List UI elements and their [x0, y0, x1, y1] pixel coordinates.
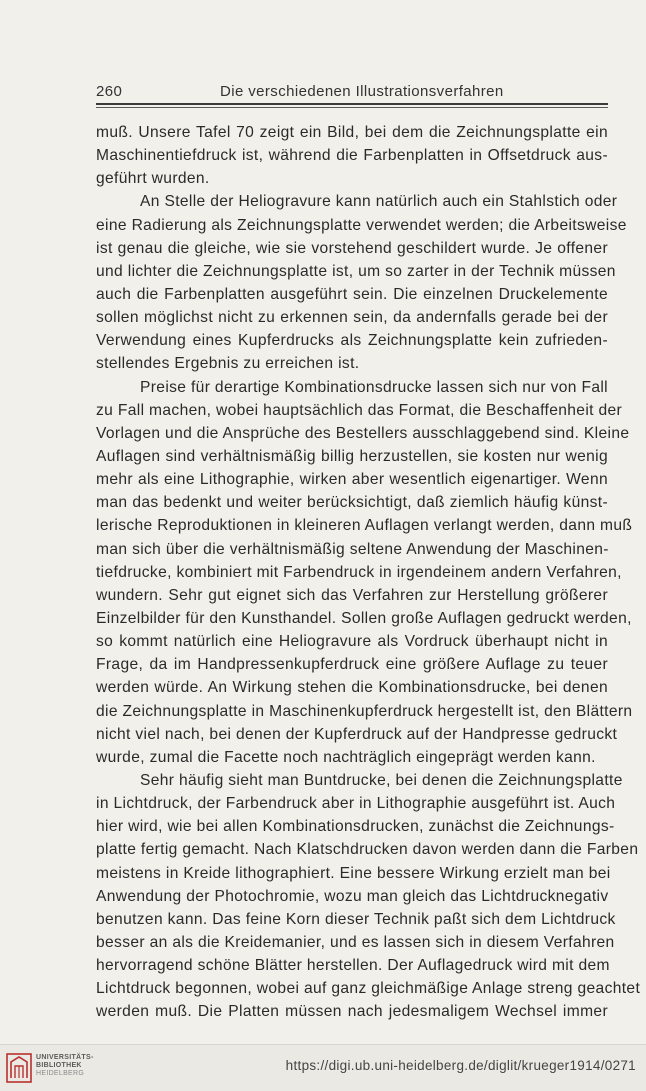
text-line: eine Radierung als Zeichnungsplatte verwendet werden; die Arbeitsweise	[96, 216, 627, 234]
text-line: nicht viel nach, bei denen der Kupferdruck auf der Handpresse gedruckt	[96, 725, 618, 743]
text-line: Maschinentiefdruck ist, während die Farbenplatten in Offsetdruck aus-	[96, 147, 608, 165]
library-name: UNIVERSITÄTS- BIBLIOTHEK HEIDELBERG	[36, 1054, 94, 1077]
text-line: sollen möglichst nicht zu erkennen sein, da andernfalls gerade bei der	[96, 309, 608, 327]
text-line: stellendes Ergebnis zu erreichen ist.	[96, 355, 360, 373]
text-line: An Stelle der Heliogravure kann natürlich auch ein Stahlstich oder	[140, 193, 618, 211]
text-line: Verwendung eines Kupferdrucks als Zeichnungsplatte kein zufrieden-	[96, 332, 608, 350]
text-line: hier wird, wie bei allen Kombinationsdrucken, zunächst die Zeichnungs-	[96, 818, 615, 836]
text-line: tiefdrucke, kombiniert mit Farbendruck in irgendeinem andern Verfahren,	[96, 563, 622, 581]
text-line: die Zeichnungsplatte in Maschinenkupferdruck hergestellt ist, den Blättern	[96, 702, 633, 720]
text-line: man das bedenkt und weiter berücksichtigt, daß ziemlich häufig künst-	[96, 494, 608, 512]
text-line: besser an als die Kreidemanier, und es lassen sich in diesem Verfahren	[96, 933, 615, 951]
text-line: muß. Unsere Tafel 70 zeigt ein Bild, bei dem die Zeichnungsplatte ein	[96, 124, 608, 141]
text-line: so kommt natürlich eine Heliogravure als Vordruck überhaupt nicht in	[96, 633, 608, 651]
running-header	[96, 80, 608, 104]
text-line: benutzen kann. Das feine Korn dieser Technik paßt sich dem Lichtdruck	[96, 910, 616, 928]
permalink-url[interactable]: https://digi.ub.uni-heidelberg.de/diglit/krueger1914/0271	[285, 1058, 636, 1073]
text-line: Lichtdruck begonnen, wobei auf ganz gleichmäßige Anlage streng geachtet	[96, 980, 641, 998]
text-line: Preise für derartige Kombinationsdrucke lassen sich nur von Fall	[140, 378, 608, 396]
header-rule-thin	[96, 107, 608, 108]
text-line: platte fertig gemacht. Nach Klatschdrucken davon werden dann die Farben	[96, 841, 639, 859]
text-line: Vorlagen und die Ansprüche des Bestellers ausschlaggebend sind. Kleine	[96, 424, 630, 442]
text-line: und lichter die Zeichnungsplatte ist, um so zarter in der Technik müssen	[96, 262, 616, 280]
text-line: meistens in Kreide lithographiert. Eine bessere Wirkung erzielt man bei	[96, 864, 611, 882]
text-line: auch die Farbenplatten ausgeführt sein. Die einzelnen Druckelemente	[96, 285, 608, 303]
text-line: werden würde. An Wirkung stehen die Kombinationsdrucke, bei denen	[96, 679, 608, 697]
text-line: in Lichtdruck, der Farbendruck aber in Lithographie ausgeführt ist. Auch	[96, 795, 616, 813]
page-number: 260	[96, 83, 123, 100]
body-text	[96, 121, 641, 1023]
text-line: Anwendung der Photochromie, wozu man gleich das Lichtdrucknegativ	[96, 887, 609, 905]
text-line: wundern. Sehr gut eignet sich das Verfahren zur Herstellung größerer	[96, 586, 608, 604]
text-line: Auflagen sind verhältnismäßig billig herzustellen, sie kosten nur wenig	[96, 447, 608, 465]
viewer-footer	[0, 1044, 646, 1091]
text-line: mehr als eine Lithographie, wirken aber wesentlich eigenartiger. Wenn	[96, 471, 608, 489]
text-line: hervorragend schöne Blätter herstellen. Der Auflagedruck wird mit dem	[96, 957, 610, 975]
text-line: Sehr häufig sieht man Buntdrucke, bei denen die Zeichnungsplatte	[140, 771, 623, 789]
text-line: Frage, da im Handpressenkupferdruck eine größere Auflage zu teuer	[96, 656, 608, 674]
text-line: zu Fall machen, wobei hauptsächlich das Format, die Beschaffenheit der	[96, 401, 623, 419]
text-line: man sich über die verhältnismäßig seltene Anwendung der Maschinen-	[96, 540, 609, 558]
text-line: lerische Reproduktionen in kleineren Auflagen verlangt werden, dann muß	[96, 517, 633, 535]
text-line: Einzelbilder für den Kunsthandel. Sollen große Auflagen gedruckt werden,	[96, 609, 632, 627]
running-title: Die verschiedenen Illustrationsverfahren	[220, 83, 504, 100]
text-line: werden muß. Die Platten müssen nach jedesmaligem Wechsel immer	[96, 1003, 608, 1021]
text-line: ist genau die gleiche, wie sie vorstehend geschildert wurde. Je offener	[96, 239, 608, 257]
text-line: geführt wurden.	[96, 170, 210, 188]
header-rule-thick	[96, 103, 608, 105]
text-line: wurde, zumal die Facette noch nachträglich eingeprägt werden kann.	[96, 748, 596, 766]
library-logo-icon	[6, 1053, 32, 1083]
